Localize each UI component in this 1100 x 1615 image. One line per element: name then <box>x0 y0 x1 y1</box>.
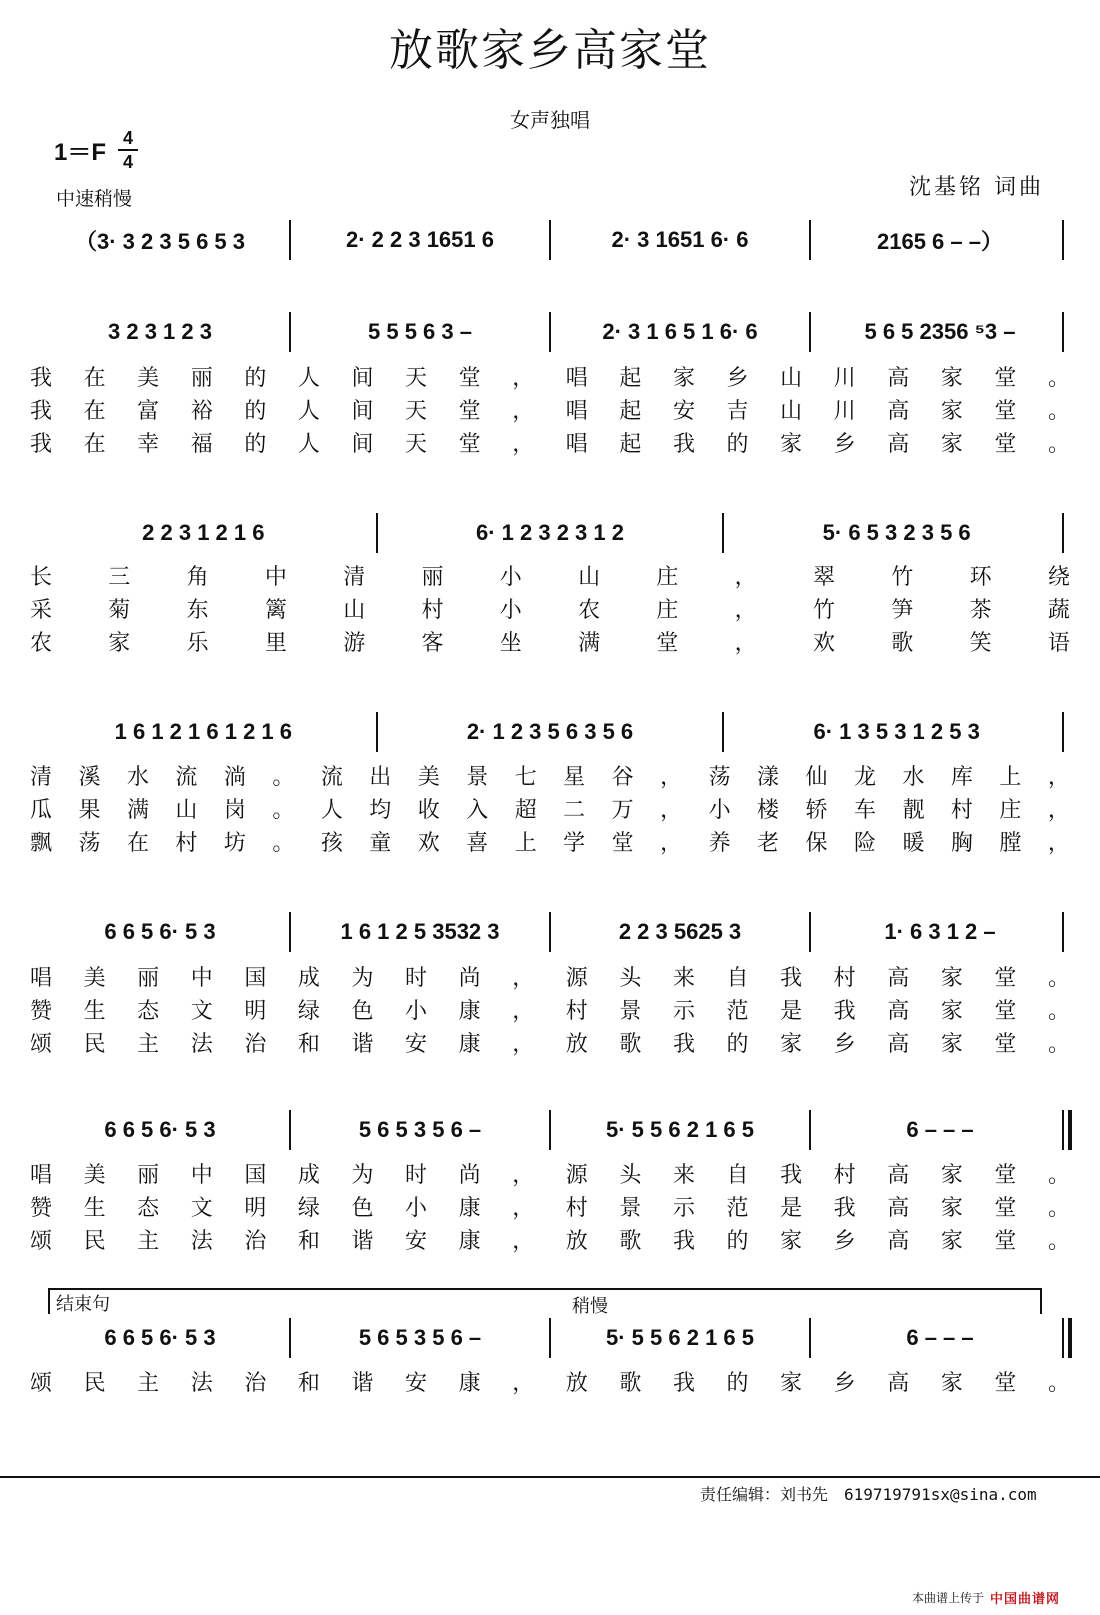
bar-line <box>1062 513 1064 553</box>
lyric-line: 赞 生 态 文 明 绿 色 小 康 ， 村 景 示 范 是 我 高 家 堂 。 <box>30 999 1070 1024</box>
site-logo: 中国曲谱网 <box>989 1592 1060 1607</box>
notation-line <box>30 904 1080 960</box>
time-signature-top: 4 <box>122 128 133 148</box>
measure: 6· 1 2 3 2 3 1 2 <box>475 520 624 545</box>
lyric-line: 颂 民 主 法 治 和 谐 安 康 ， 放 歌 我 的 家 乡 高 家 堂 。 <box>30 1229 1070 1254</box>
notation-line <box>30 505 1080 561</box>
performance-type: 女声独唱 <box>510 108 590 132</box>
composer-credit: 沈基铭 词曲 <box>909 175 1044 200</box>
measure: 6 – – – <box>906 1117 974 1142</box>
measure: （3· 3 2 3 5 6 5 3 <box>75 228 245 254</box>
measure: 5· 5 5 6 2 1 6 5 <box>606 1117 754 1142</box>
measure: 6 – – – <box>906 1325 974 1350</box>
lyric-line: 清 溪 水 流 淌 。 流 出 美 景 七 星 谷 ， 荡 漾 仙 龙 水 库 上 ， <box>30 765 1070 790</box>
lyric-line: 长 三 角 中 清 丽 小 山 庄 ， 翠 竹 环 绕 <box>30 565 1070 590</box>
lyric-line: 我 在 幸 福 的 人 间 天 堂 ， 唱 起 我 的 家 乡 高 家 堂 。 <box>30 432 1070 457</box>
ending-bracket <box>48 1288 1042 1314</box>
measure: 2 2 3 5625 3 <box>618 919 742 944</box>
upload-credit <box>912 1588 1060 1607</box>
measure: 1· 6 3 1 2 – <box>884 919 996 944</box>
notation-line <box>30 1102 1080 1158</box>
lyric-line: 唱 美 丽 中 国 成 为 时 尚 ， 源 头 来 自 我 村 高 家 堂 。 <box>30 1163 1070 1188</box>
upload-credit-text: 本曲谱上传于 <box>911 1591 984 1605</box>
measure: 2· 3 1 6 5 1 6· 6 <box>602 319 758 344</box>
tempo-marking: 中速稍慢 <box>56 188 133 210</box>
lyric-line: 农 家 乐 里 游 客 坐 满 堂 ， 欢 歌 笑 语 <box>30 631 1070 656</box>
bar-line <box>1062 220 1064 260</box>
lyric-line: 我 在 富 裕 的 人 间 天 堂 ， 唱 起 安 吉 山 川 高 家 堂 。 <box>30 399 1070 424</box>
measure: 2165 6 – –） <box>877 228 1003 254</box>
lyric-line: 颂 民 主 法 治 和 谐 安 康 ， 放 歌 我 的 家 乡 高 家 堂 。 <box>30 1371 1070 1396</box>
measure: 2· 1 2 3 5 6 3 5 6 <box>466 719 634 744</box>
measure: 5 6 5 3 5 6 – <box>358 1325 482 1350</box>
bar-line <box>1062 1318 1072 1358</box>
measure: 2· 2 2 3 1651 6 <box>345 227 494 252</box>
measure: 6 6 5 6· 5 3 <box>104 1325 216 1350</box>
measure: 3 2 3 1 2 3 <box>108 319 212 344</box>
footer-divider <box>0 1476 1100 1478</box>
lyric-line: 唱 美 丽 中 国 成 为 时 尚 ， 源 头 来 自 我 村 高 家 堂 。 <box>30 966 1070 991</box>
bar-line <box>1062 912 1064 952</box>
notation-line <box>30 704 1080 760</box>
notation-line <box>30 304 1080 360</box>
lyric-line: 飘 荡 在 村 坊 。 孩 童 欢 喜 上 学 堂 ， 养 老 保 险 暖 胸 膛 ， <box>30 831 1070 856</box>
measure: 2· 3 1651 6· 6 <box>611 227 749 252</box>
measure: 5 5 5 6 3 – <box>368 319 472 344</box>
notation-line <box>30 1310 1080 1366</box>
lyric-line: 瓜 果 满 山 岗 。 人 均 收 入 超 二 万 ， 小 楼 轿 车 靓 村 庄 ， <box>30 798 1070 823</box>
measure: 1 6 1 2 5 3532 3 <box>340 919 500 944</box>
bar-line <box>1062 1110 1072 1150</box>
measure: 5 6 5 2356 ⁵3 – <box>864 319 1016 344</box>
measure: 2 2 3 1 2 1 6 <box>142 520 265 545</box>
editor-credit: 责任编辑：刘书先 619719791sx@sina.com <box>700 1485 1037 1504</box>
slow-marking: 稍慢 <box>572 1296 608 1317</box>
measure: 5 6 5 3 5 6 – <box>358 1117 482 1142</box>
lyric-line: 赞 生 态 文 明 绿 色 小 康 ， 村 景 示 范 是 我 高 家 堂 。 <box>30 1196 1070 1221</box>
bar-line <box>1062 312 1064 352</box>
measure: 6· 1 3 5 3 1 2 5 3 <box>813 719 980 744</box>
time-signature <box>118 128 138 172</box>
lyric-line: 我 在 美 丽 的 人 间 天 堂 ， 唱 起 家 乡 山 川 高 家 堂 。 <box>30 366 1070 391</box>
time-signature-bottom: 4 <box>122 152 133 172</box>
measure: 5· 6 5 3 2 3 5 6 <box>822 520 971 545</box>
key-signature: 1＝F <box>54 139 107 166</box>
song-title: 放歌家乡高家堂 <box>389 25 711 76</box>
notation-line <box>30 212 1080 268</box>
measure: 6 6 5 6· 5 3 <box>104 1117 216 1142</box>
ending-label: 结束句 <box>56 1294 110 1315</box>
lyric-line: 采 菊 东 篱 山 村 小 农 庄 ， 竹 笋 茶 蔬 <box>30 598 1070 623</box>
measure: 5· 5 5 6 2 1 6 5 <box>606 1325 754 1350</box>
measure: 6 6 5 6· 5 3 <box>104 919 216 944</box>
lyric-line: 颂 民 主 法 治 和 谐 安 康 ， 放 歌 我 的 家 乡 高 家 堂 。 <box>30 1032 1070 1057</box>
measure: 1 6 1 2 1 6 1 2 1 6 <box>114 719 293 744</box>
bar-line <box>1062 712 1064 752</box>
